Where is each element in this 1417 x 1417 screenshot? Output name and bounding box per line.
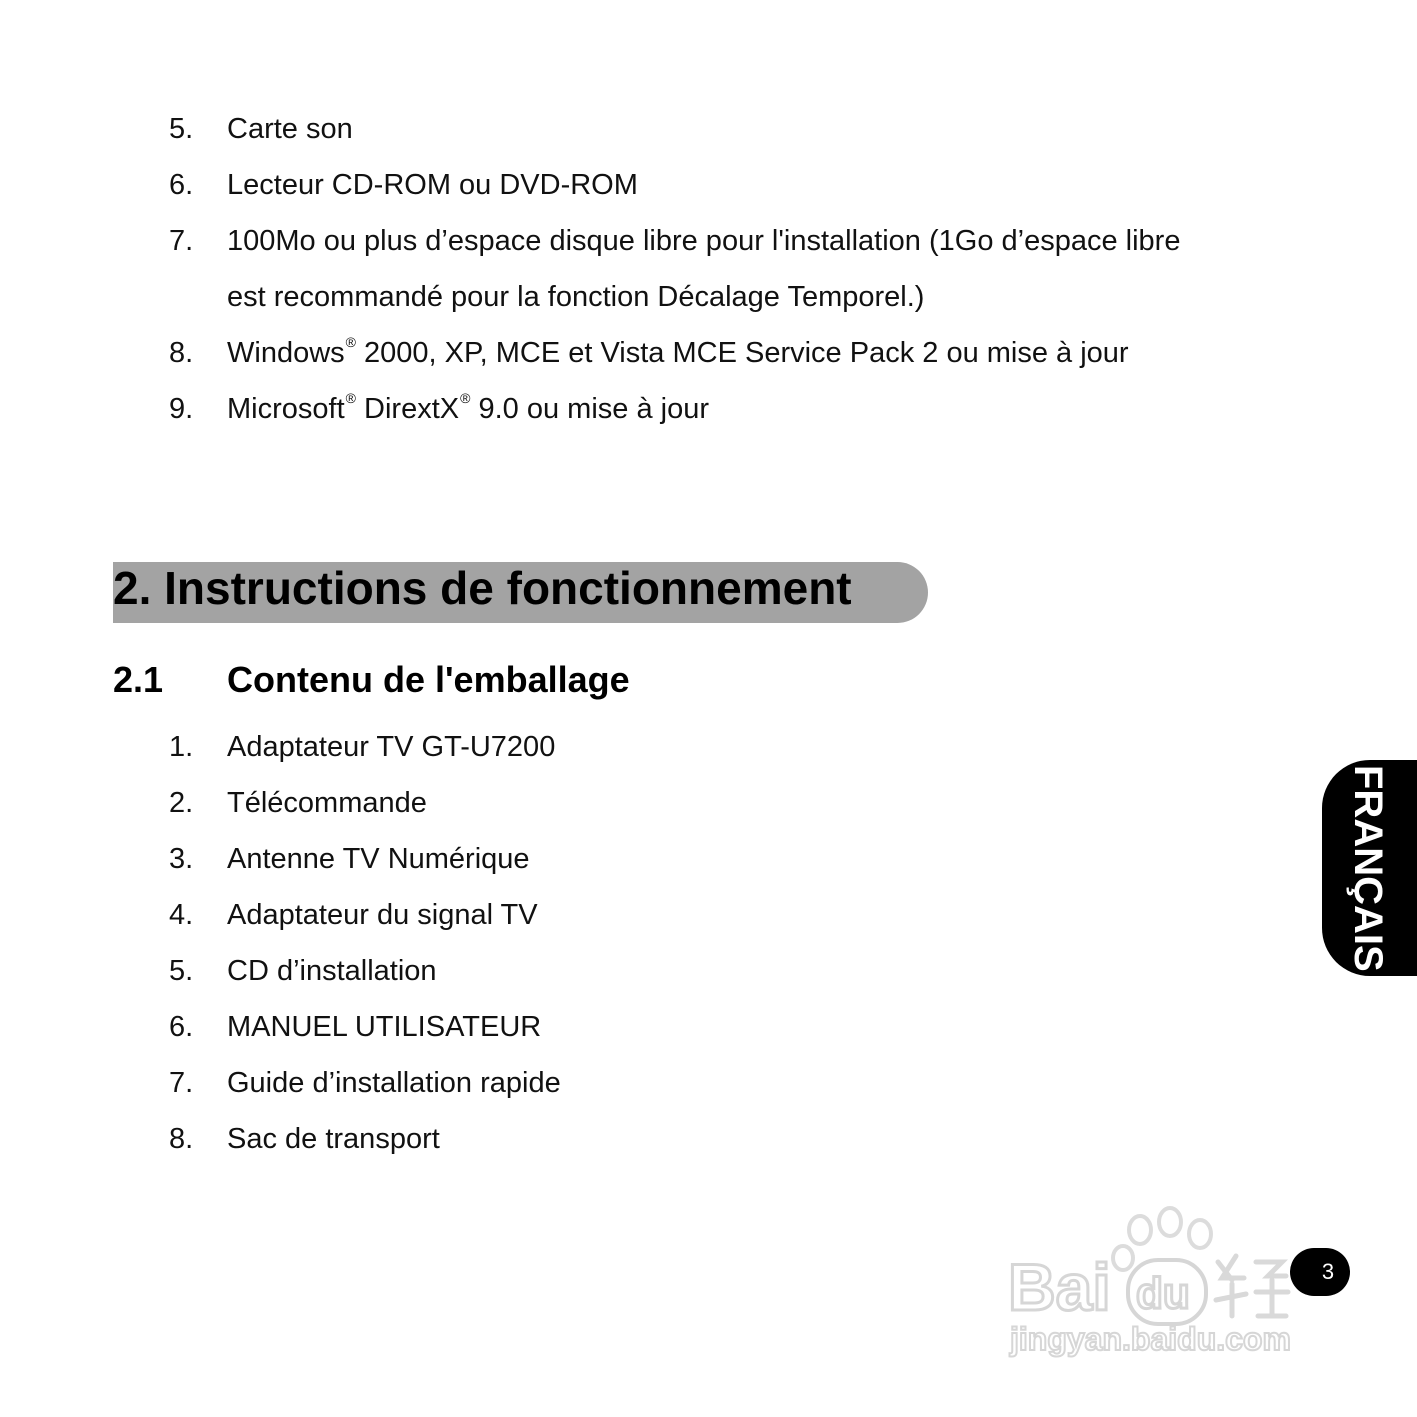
list-item	[0, 325, 1297, 381]
svg-text:du: du	[1136, 1269, 1190, 1318]
list-item	[0, 999, 1297, 1055]
item-number: 4.	[169, 899, 194, 931]
item-text: Sac de transport	[227, 1123, 440, 1155]
subsection-title: Contenu de l'emballage	[227, 659, 630, 700]
list-item	[0, 719, 1297, 775]
list-item	[0, 943, 1297, 999]
svg-text:jingyan.baidu.com: jingyan.baidu.com	[1010, 1321, 1291, 1357]
list-item	[0, 1111, 1297, 1167]
list-item-continuation	[0, 269, 1297, 325]
item-number: 8.	[169, 337, 194, 369]
list-item	[0, 775, 1297, 831]
item-text: Antenne TV Numérique	[227, 843, 530, 875]
item-text: Télécommande	[227, 787, 427, 819]
os-versions: 2000, XP, MCE et Vista MCE Service Pack 2 ou mise à jour	[355, 337, 1129, 369]
item-text: CD d’installation	[227, 955, 437, 987]
page-number: 3	[1321, 1259, 1335, 1284]
list-item	[0, 213, 1297, 269]
requirements-list	[0, 101, 1297, 437]
subsection-number: 2.1	[113, 659, 164, 700]
item-text: Adaptateur du signal TV	[227, 899, 538, 931]
item-number: 5.	[169, 113, 194, 145]
item-number: 5.	[169, 955, 194, 987]
svg-text:Bai: Bai	[1008, 1250, 1111, 1324]
item-number: 9.	[169, 393, 194, 425]
section-title: 2. Instructions de fonctionnement	[113, 562, 852, 614]
item-number: 8.	[169, 1123, 194, 1155]
item-number: 2.	[169, 787, 194, 819]
item-text: Adaptateur TV GT-U7200	[227, 731, 556, 763]
list-item	[0, 887, 1297, 943]
item-number: 6.	[169, 169, 194, 201]
item-text: Carte son	[227, 113, 353, 145]
item-text	[227, 334, 1129, 369]
registered-mark: ®	[345, 390, 356, 406]
item-text: Guide d’installation rapide	[227, 1067, 561, 1099]
item-number: 7.	[169, 1067, 194, 1099]
baidu-watermark-logo	[1000, 1200, 1340, 1370]
item-text: 100Mo ou plus d’espace disque libre pour l'installation (1Go d’espace libre	[227, 225, 1181, 257]
item-text: Lecteur CD-ROM ou DVD-ROM	[227, 169, 638, 201]
registered-mark: ®	[460, 390, 471, 406]
item-text: MANUEL UTILISATEUR	[227, 1011, 542, 1043]
vendor-name: Microsoft	[227, 393, 345, 425]
language-tab-label: FRANÇAIS	[1346, 764, 1390, 972]
item-number: 6.	[169, 1011, 194, 1043]
list-item	[0, 101, 1297, 157]
item-number: 3.	[169, 843, 194, 875]
item-text	[227, 390, 710, 425]
list-item	[0, 831, 1297, 887]
product-version: 9.0 ou mise à jour	[470, 393, 710, 425]
item-number: 7.	[169, 225, 194, 257]
list-item	[0, 1055, 1297, 1111]
item-number: 1.	[169, 731, 194, 763]
list-item	[0, 381, 1297, 437]
registered-mark: ®	[345, 334, 356, 350]
list-item	[0, 157, 1297, 213]
os-name: Windows	[227, 337, 345, 369]
item-text-continuation: est recommandé pour la fonction Décalage Temporel.)	[227, 281, 925, 313]
package-contents-list	[0, 719, 1297, 1167]
product-name: DirextX	[355, 393, 460, 425]
